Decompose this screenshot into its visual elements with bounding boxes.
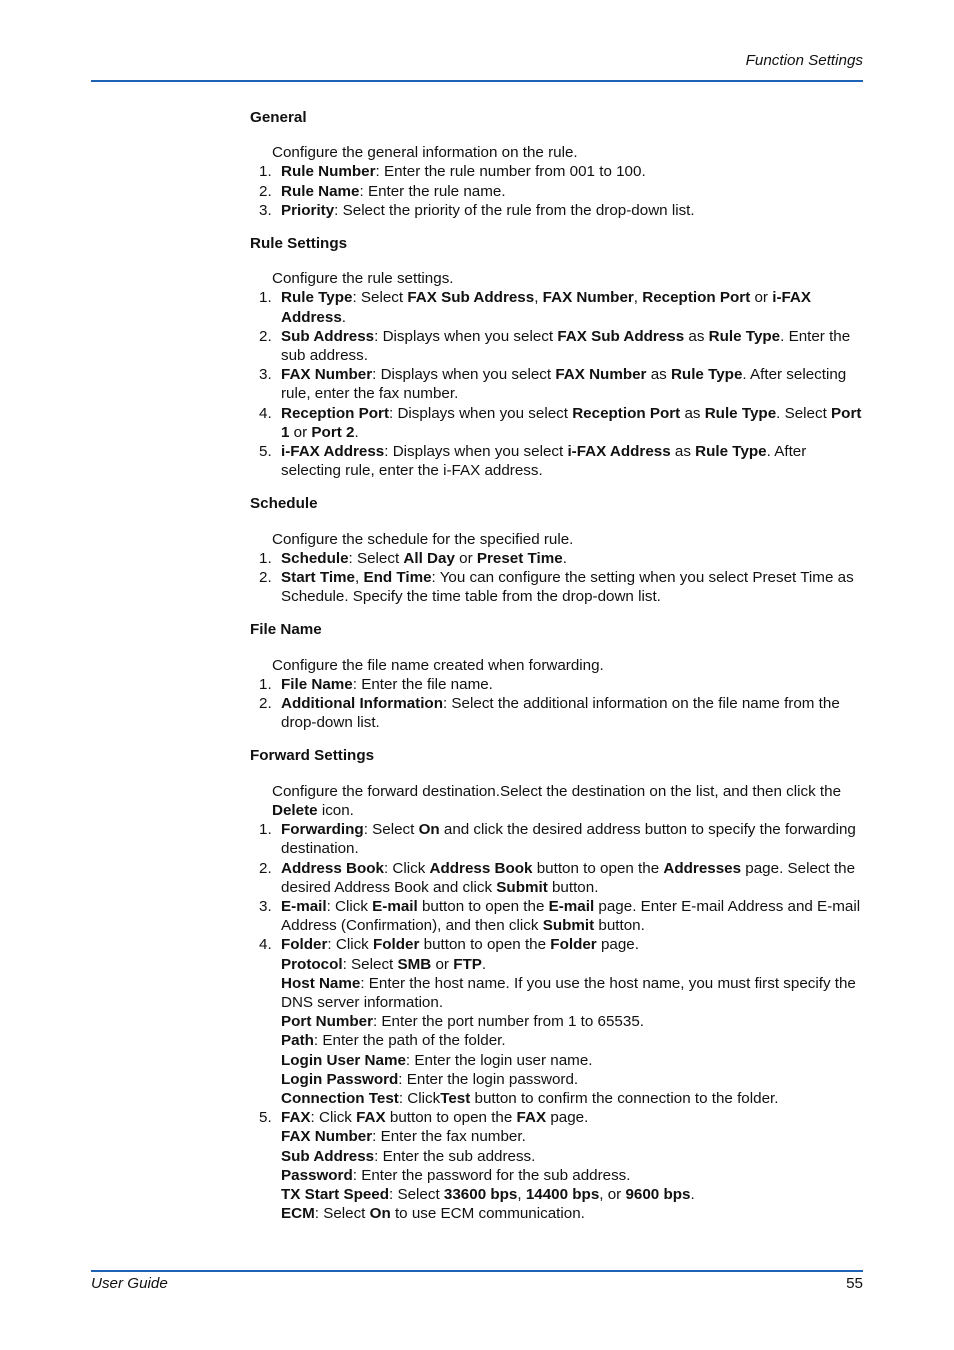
sub-item: FAX Number: Enter the fax number. [281, 1128, 526, 1146]
section-heading: Schedule [250, 495, 318, 513]
bold-term: Folder [281, 936, 328, 954]
bold-term: All Day [403, 549, 455, 567]
sub-item: Protocol: Select SMB or FTP. [281, 955, 487, 973]
section-heading: Rule Settings [250, 235, 348, 253]
bold-term: Address Book [281, 859, 384, 877]
bold-term: SMB [397, 955, 432, 973]
list-item: 3. E-mail: Click E-mail button to open the E-mail page. Enter E-mail Address and E-mail Address (Confirmation), and then click Submit button. [259, 897, 861, 935]
bold-term: Host Name [281, 974, 361, 992]
sub-item: Host Name: Enter the host name. If you use the host name, you must first specify the DNS server information. [281, 974, 856, 1011]
bold-term: End Time [363, 569, 432, 587]
bold-term: Addresses [663, 859, 742, 877]
list-item: 2. Start Time, End Time: You can configure the setting when you select Preset Time as Schedule. Specify the time table from the drop-down list. [259, 569, 854, 606]
section-intro: Configure the file name created when forwarding. [272, 656, 604, 674]
bold-term: FAX Number [542, 289, 634, 307]
bold-term: FAX [356, 1109, 386, 1127]
footer-doc-title: User Guide [91, 1275, 168, 1292]
list-item: 3. FAX Number: Displays when you select FAX Number as Rule Type. After selecting rule, enter the fax number. [259, 366, 847, 403]
bold-term: Rule Type [281, 289, 353, 307]
bold-term: Reception Port [572, 404, 681, 422]
section-forward-settings [250, 746, 864, 1223]
list-item-main: FAX: Click FAX button to open the FAX page. [281, 1109, 589, 1127]
bold-term: Login Password [281, 1070, 399, 1088]
bold-term: i-FAX Address [281, 443, 385, 461]
list-number: 1. [259, 289, 272, 307]
bold-term: Rule Type [704, 404, 777, 422]
bold-term: Additional Information [281, 695, 443, 713]
numbered-list [250, 820, 864, 1223]
bold-term: Submit [542, 917, 595, 935]
section-intro: Configure the rule settings. [272, 270, 454, 288]
list-item [250, 1108, 864, 1223]
list-number: 4. [259, 936, 272, 954]
bold-term: 33600 bps [443, 1185, 518, 1203]
bold-term: Rule Number [281, 163, 376, 181]
bold-term: TX Start Speed [281, 1185, 390, 1203]
list-item: 1. File Name: Enter the file name. [259, 675, 493, 693]
list-item: 1. Rule Number: Enter the rule number from 001 to 100. [259, 163, 646, 181]
list-number: 1. [259, 163, 272, 181]
bold-term: 14400 bps [525, 1185, 600, 1203]
bold-term: Delete [272, 801, 318, 819]
list-number: 2. [259, 327, 272, 345]
bold-term: Reception Port [642, 289, 751, 307]
footer-rule [91, 1270, 863, 1272]
bold-term: Sub Address [281, 327, 375, 345]
page-number: 55 [846, 1275, 863, 1292]
section-heading: Forward Settings [250, 747, 375, 765]
list-item: 1. Forwarding: Select On and click the desired address button to specify the forwarding destination. [259, 821, 856, 858]
list-item: 2. Address Book: Click Address Book button to open the Addresses page. Select the desired Address Book and click Submit button. [259, 859, 856, 896]
bold-term: FAX [281, 1109, 311, 1127]
bold-term: i-FAX Address [567, 443, 671, 461]
bold-term: Start Time [281, 569, 355, 587]
list-number: 2. [259, 569, 272, 587]
bold-term: Path [281, 1032, 314, 1050]
list-number: 2. [259, 182, 272, 200]
list-number: 3. [259, 201, 272, 219]
bold-term: File Name [281, 675, 353, 693]
bold-term: E-mail [548, 897, 595, 915]
list-item: 3. Priority: Select the priority of the rule from the drop-down list. [259, 201, 695, 219]
section-rule-settings [250, 234, 864, 480]
numbered-list [250, 162, 864, 220]
list-number: 2. [259, 695, 272, 713]
list-item: 2. Rule Name: Enter the rule name. [259, 182, 506, 200]
list-item [250, 935, 864, 1108]
bold-term: FAX Number [281, 366, 373, 384]
sub-item: ECM: Select On to use ECM communication. [281, 1205, 585, 1223]
numbered-list [250, 549, 864, 607]
bold-term: Forwarding [281, 821, 364, 839]
list-item: 2. Additional Information: Select the additional information on the file name from the drop-down list. [259, 695, 840, 732]
bold-term: Priority [281, 201, 335, 219]
bold-term: i-FAX Address [281, 289, 812, 326]
bold-term: FAX Number [555, 366, 647, 384]
section-heading: File Name [250, 621, 322, 639]
bold-term: Schedule [281, 549, 349, 567]
sub-item: Path: Enter the path of the folder. [281, 1032, 506, 1050]
sub-item: Sub Address: Enter the sub address. [281, 1147, 536, 1165]
bold-term: 9600 bps [625, 1185, 691, 1203]
bold-term: FAX Sub Address [557, 327, 685, 345]
list-item: 1. Rule Type: Select FAX Sub Address, FAX Number, Reception Port or i-FAX Address. [259, 289, 812, 326]
sub-item: Login User Name: Enter the login user name. [281, 1051, 593, 1069]
bold-term: FTP [453, 955, 482, 973]
bold-term: E-mail [372, 897, 418, 915]
bold-term: Connection Test [281, 1089, 399, 1107]
list-item: 2. Sub Address: Displays when you select FAX Sub Address as Rule Type. Enter the sub address. [259, 327, 851, 365]
bold-term: Port Number [281, 1013, 373, 1031]
bold-term: Address Book [429, 859, 533, 877]
list-number: 3. [259, 897, 272, 915]
running-header-title: Function Settings [745, 52, 863, 69]
bold-term: Password [281, 1166, 353, 1184]
list-item-main: Folder: Click Folder button to open the Folder page. [281, 936, 639, 954]
sub-item: Login Password: Enter the login password. [281, 1070, 579, 1088]
bold-term: Rule Type [670, 366, 743, 384]
header-rule [91, 80, 863, 82]
list-number: 5. [259, 443, 272, 461]
list-number: 1. [259, 821, 272, 839]
list-number: 5. [259, 1109, 272, 1127]
bold-term: Rule Type [695, 443, 767, 461]
bold-term: Rule Name [281, 182, 360, 200]
bold-term: Preset Time [476, 549, 563, 567]
sub-item: Password: Enter the password for the sub address. [281, 1166, 631, 1184]
bold-term: FAX Sub Address [407, 289, 535, 307]
bold-term: Submit [496, 878, 548, 896]
section-intro: Configure the forward destination.Select the destination on the list, and then click the Delete icon. [272, 782, 842, 819]
list-number: 1. [259, 675, 272, 693]
list-item: 4. Reception Port: Displays when you select Reception Port as Rule Type. Select Port 1 or Port 2. [259, 404, 862, 441]
list-item: 5. i-FAX Address: Displays when you select i-FAX Address as Rule Type. After selecting rule, enter the i-FAX address. [259, 443, 807, 480]
bold-term: Port 1 [281, 404, 862, 441]
bold-term: Folder [550, 936, 597, 954]
bold-term: FAX Number [281, 1128, 373, 1146]
section-schedule [250, 494, 864, 606]
bold-term: On [369, 1205, 391, 1223]
sub-item: Connection Test: ClickTest button to confirm the connection to the folder. [281, 1089, 779, 1107]
list-number: 4. [259, 404, 272, 422]
section-intro: Configure the schedule for the specified rule. [272, 530, 574, 548]
list-number: 2. [259, 859, 272, 877]
bold-term: Reception Port [281, 404, 390, 422]
bold-term: Protocol [281, 955, 343, 973]
bold-term: Test [440, 1089, 471, 1107]
section-heading: General [250, 109, 307, 126]
section-intro: Configure the general information on the rule. [272, 144, 578, 162]
sub-item: TX Start Speed: Select 33600 bps, 14400 bps, or 9600 bps. [281, 1185, 695, 1203]
numbered-list [250, 675, 864, 733]
section-general [250, 108, 864, 220]
bold-term: FAX [516, 1109, 547, 1127]
bold-term: On [418, 821, 440, 839]
bold-term: Login User Name [281, 1051, 406, 1069]
sub-item: Port Number: Enter the port number from 1 to 65535. [281, 1013, 644, 1031]
list-number: 1. [259, 549, 272, 567]
list-number: 3. [259, 366, 272, 384]
section-file-name [250, 620, 864, 732]
list-item: 1. Schedule: Select All Day or Preset Time. [259, 549, 567, 567]
bold-term: Port 2 [311, 423, 355, 441]
page-content [250, 108, 864, 1237]
bold-term: Rule Type [708, 327, 781, 345]
bold-term: ECM [281, 1205, 315, 1223]
bold-term: Folder [372, 936, 420, 954]
numbered-list [250, 288, 864, 480]
bold-term: E-mail [281, 897, 327, 915]
bold-term: Sub Address [281, 1147, 375, 1165]
